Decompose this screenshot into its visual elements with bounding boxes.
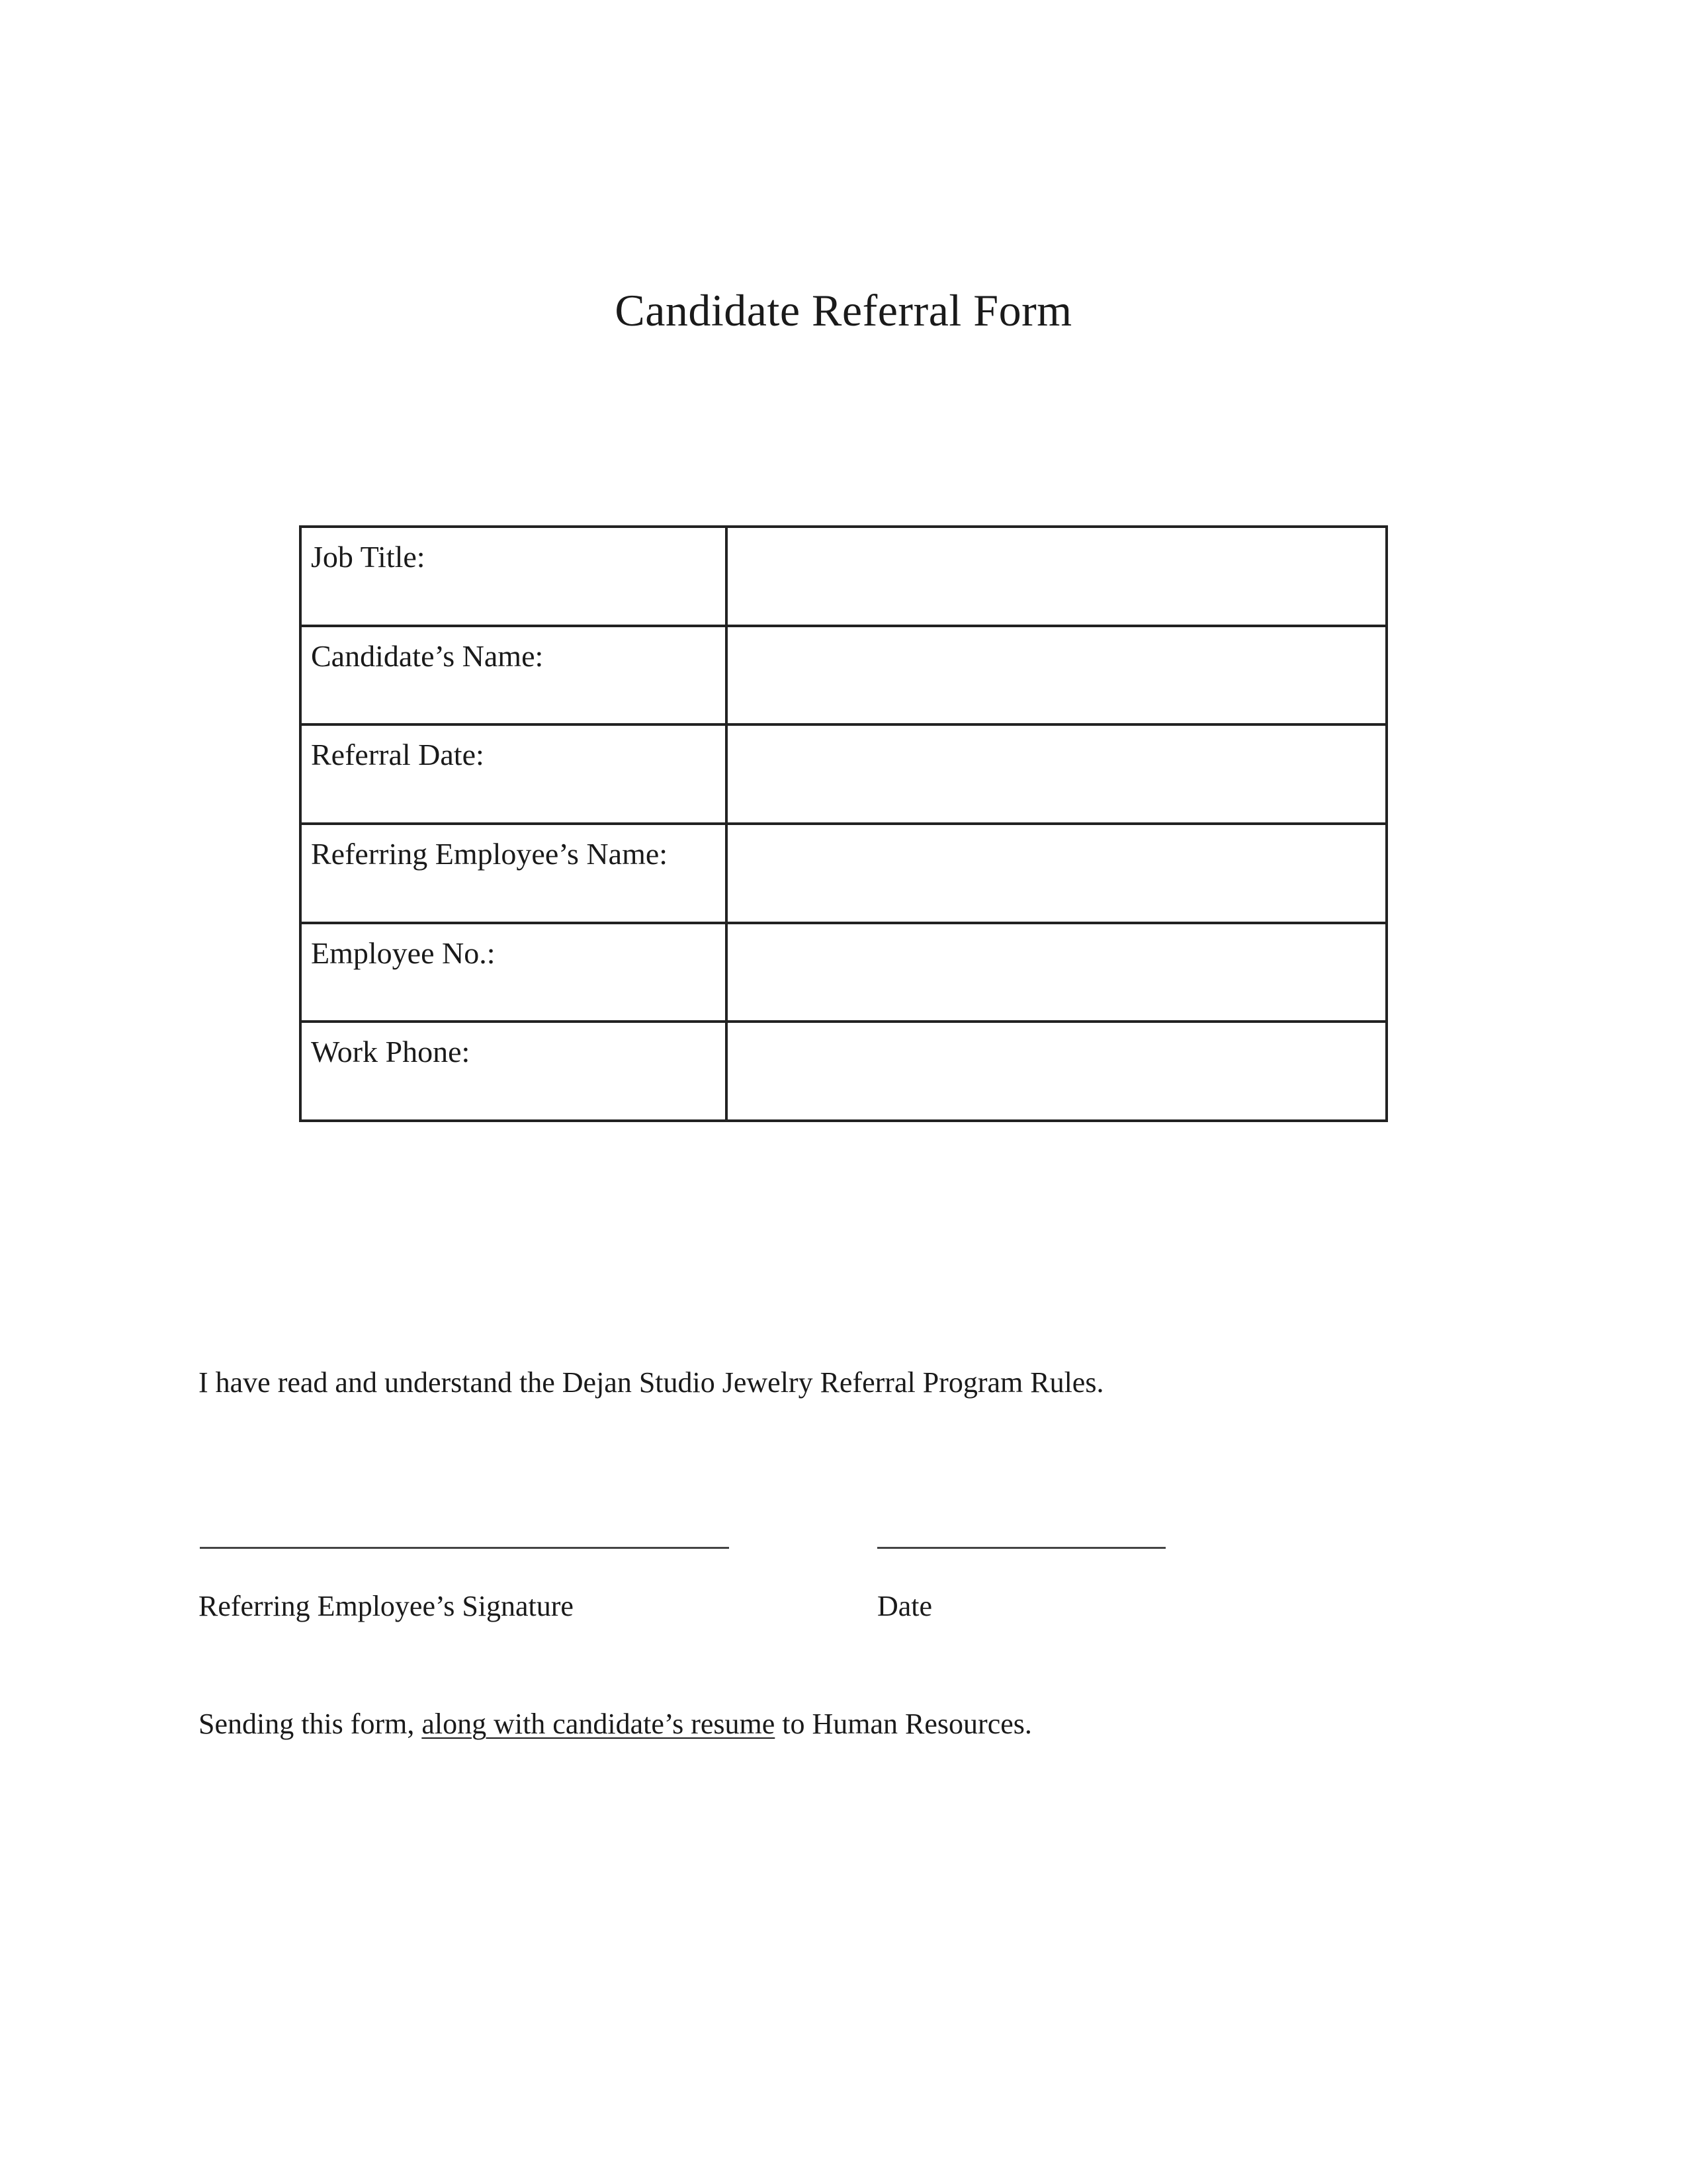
acknowledgement-statement: I have read and understand the Dejan Studio Jewelry Referral Program Rules. [198,1366,1104,1399]
field-label-cell [300,626,726,725]
field-label-cell [300,824,726,923]
job-title-label: Job Title: [311,540,425,574]
referral-fields-table [299,525,1388,1122]
field-label-cell [300,923,726,1022]
footer-underlined-text: along with candidate’s resume [421,1708,775,1740]
form-title: Candidate Referral Form [615,285,1072,335]
date-label: Date [877,1590,933,1622]
field-row-job-title [300,527,1387,626]
field-label-cell [300,527,726,626]
employee-no-value-cell[interactable] [726,923,1387,1022]
signature-line[interactable] [200,1547,729,1549]
work-phone-label: Work Phone: [311,1035,470,1069]
referring-employee-name-label: Referring Employee’s Name: [311,836,668,871]
footer-suffix: to Human Resources. [775,1708,1032,1740]
candidate-name-label: Candidate’s Name: [311,638,544,673]
field-row-employee-no [300,923,1387,1022]
submission-instructions [198,1706,1032,1743]
employee-no-label: Employee No.: [311,936,496,970]
field-label-cell [300,1022,726,1121]
signature-label: Referring Employee’s Signature [198,1590,574,1622]
work-phone-value-cell[interactable] [726,1022,1387,1121]
field-row-referral-date [300,724,1387,824]
field-row-work-phone [300,1022,1387,1121]
field-row-referring-employee-name [300,824,1387,923]
referral-date-label: Referral Date: [311,738,484,772]
referral-date-value-cell[interactable] [726,724,1387,824]
footer-prefix: Sending this form, [198,1708,422,1740]
field-row-candidate-name [300,626,1387,725]
date-line[interactable] [877,1547,1166,1549]
job-title-value-cell[interactable] [726,527,1387,626]
field-label-cell [300,724,726,824]
referring-employee-name-value-cell[interactable] [726,824,1387,923]
candidate-name-value-cell[interactable] [726,626,1387,725]
